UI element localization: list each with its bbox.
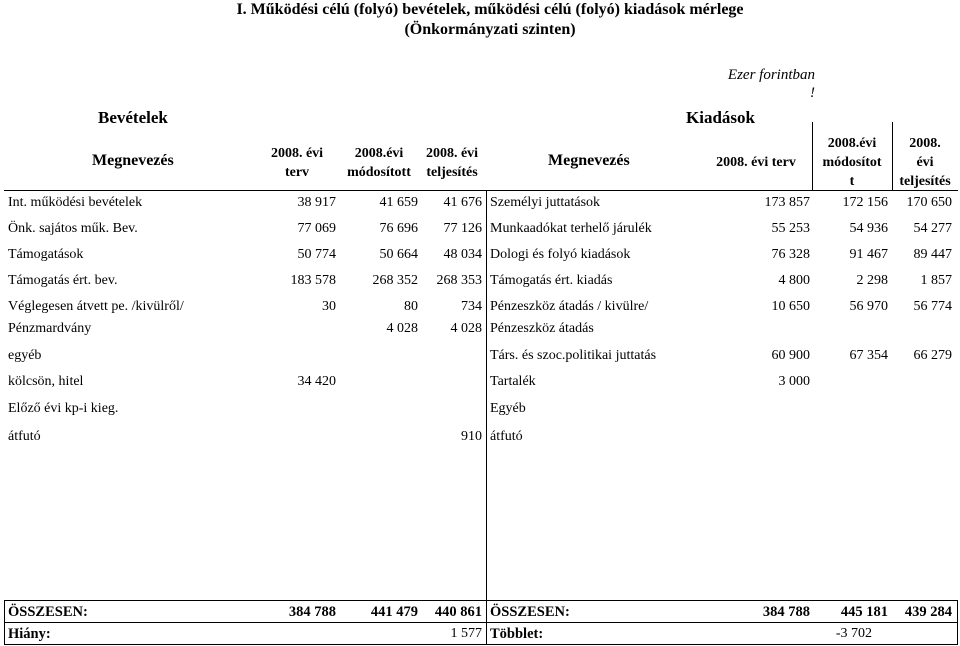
row-left-modified: 80 — [404, 299, 418, 314]
row-left-name: Támogatás ért. bev. — [8, 273, 118, 288]
surplus-label: Többlet: — [490, 626, 544, 642]
table-bottom-line — [4, 644, 958, 645]
row-right-modified: 54 936 — [849, 221, 888, 236]
table-row — [0, 271, 960, 297]
expense-section-title: Kiadások — [686, 108, 755, 127]
row-left-actual: 77 126 — [443, 221, 482, 236]
row-left-actual: 268 353 — [436, 273, 482, 288]
row-right-actual: 89 447 — [913, 247, 952, 262]
row-left-plan: 183 578 — [290, 273, 336, 288]
total-right-modified: 445 181 — [840, 604, 888, 620]
row-right-actual: 56 774 — [913, 299, 952, 314]
row-left-name: Pénzmardvány — [8, 321, 92, 336]
row-left-modified: 76 696 — [379, 221, 418, 236]
row-left-name: kölcsön, hitel — [8, 374, 84, 389]
row-left-actual: 734 — [461, 299, 482, 314]
row-left-modified: 268 352 — [372, 273, 418, 288]
row-right-plan: 55 253 — [771, 221, 810, 236]
row-left-plan: 50 774 — [297, 247, 336, 262]
deficit-value: 1 577 — [450, 626, 482, 641]
total-left-actual: 440 861 — [434, 604, 482, 620]
row-left-actual: 4 028 — [450, 321, 482, 336]
right-actual-sep — [892, 122, 893, 190]
row-right-actual: 54 277 — [913, 221, 952, 236]
balance-row — [0, 625, 960, 643]
table-row — [0, 319, 960, 345]
right-plan-header: 2008. évi terv — [716, 155, 796, 170]
left-actual-header: 2008. évi teljesítés — [425, 146, 479, 180]
unit-mark: ! — [810, 85, 815, 101]
row-right-modified: 56 970 — [849, 299, 888, 314]
row-left-plan: 30 — [322, 299, 336, 314]
right-actual-header: 2008. évi teljesítés — [899, 136, 951, 189]
row-left-name: Önk. sajátos műk. Bev. — [8, 221, 138, 236]
row-right-actual: 170 650 — [906, 195, 952, 210]
row-right-name: Társ. és szoc.politikai juttatás — [490, 348, 657, 363]
row-right-modified: 172 156 — [842, 195, 888, 210]
row-right-plan: 60 900 — [771, 348, 810, 363]
row-right-name: Pénzeszköz átadás — [490, 321, 594, 336]
row-right-plan: 173 857 — [764, 195, 810, 210]
row-left-actual: 910 — [461, 429, 482, 444]
row-left-modified: 50 664 — [379, 247, 418, 262]
table-row — [0, 193, 960, 219]
row-right-modified: 67 354 — [849, 348, 888, 363]
deficit-label: Hiány: — [8, 626, 51, 642]
row-right-name: Dologi és folyó kiadások — [490, 247, 631, 262]
row-left-plan: 34 420 — [297, 374, 336, 389]
total-right-plan: 384 788 — [762, 604, 810, 620]
right-name-header: Megnevezés — [548, 152, 630, 169]
total-left-plan: 384 788 — [288, 604, 336, 620]
table-row — [0, 372, 960, 398]
left-name-header: Megnevezés — [92, 152, 174, 169]
total-left-modified: 441 479 — [370, 604, 418, 620]
row-right-actual: 1 857 — [920, 273, 952, 288]
row-left-plan: 77 069 — [297, 221, 336, 236]
row-right-modified: 91 467 — [849, 247, 888, 262]
row-left-name: Int. működési bevételek — [8, 195, 143, 210]
table-row — [0, 399, 960, 425]
row-left-name: Véglegesen átvett pe. /kivülről/ — [8, 299, 184, 314]
table-row — [0, 219, 960, 245]
totals-row — [0, 603, 960, 621]
row-right-name: Pénzeszköz átadás / kivülre/ — [490, 299, 649, 314]
row-right-name: Támogatás ért. kiadás — [490, 273, 613, 288]
row-right-modified: 2 298 — [856, 273, 888, 288]
row-right-name: Tartalék — [490, 374, 536, 389]
row-left-name: egyéb — [8, 348, 42, 363]
row-left-actual: 41 676 — [443, 195, 482, 210]
table-row — [0, 427, 960, 453]
row-right-plan: 10 650 — [771, 299, 810, 314]
left-plan-header: 2008. évi terv — [270, 146, 324, 180]
unit-label: Ezer forintban — [727, 67, 815, 83]
right-modified-sep — [812, 122, 813, 190]
row-left-actual: 48 034 — [443, 247, 482, 262]
total-left-label: ÖSSZESEN: — [8, 604, 88, 620]
header-divider — [4, 190, 958, 191]
row-right-name: Egyéb — [490, 401, 526, 416]
revenue-section-title: Bevételek — [98, 108, 168, 127]
row-left-modified: 4 028 — [386, 321, 418, 336]
right-modified-header: 2008.évi módosítot t — [822, 136, 882, 189]
page-subtitle: (Önkormányzati szinten) — [404, 21, 576, 38]
surplus-value: -3 702 — [835, 626, 872, 641]
total-right-label: ÖSSZESEN: — [490, 604, 570, 620]
totals-top-line — [4, 600, 958, 601]
table-row — [0, 346, 960, 372]
row-left-name: Támogatások — [8, 247, 84, 262]
row-left-plan: 38 917 — [297, 195, 336, 210]
row-left-modified: 41 659 — [379, 195, 418, 210]
row-right-plan: 76 328 — [771, 247, 810, 262]
row-right-name: Munkaadókat terhelő járulék — [490, 221, 652, 236]
table-row — [0, 245, 960, 271]
left-modified-header: 2008.évi módosított — [347, 146, 411, 180]
row-right-name: Személyi juttatások — [490, 195, 601, 210]
page-title: I. Működési célú (folyó) bevételek, működési célú (folyó) kiadások mérlege — [236, 1, 744, 18]
row-right-actual: 66 279 — [913, 348, 952, 363]
row-right-plan: 3 000 — [778, 374, 810, 389]
totals-divider — [4, 622, 958, 623]
row-right-name: átfutó — [490, 429, 523, 444]
row-left-name: Előző évi kp-i kieg. — [8, 401, 119, 416]
row-left-name: átfutó — [8, 429, 41, 444]
row-right-plan: 4 800 — [778, 273, 810, 288]
total-right-actual: 439 284 — [904, 604, 952, 620]
